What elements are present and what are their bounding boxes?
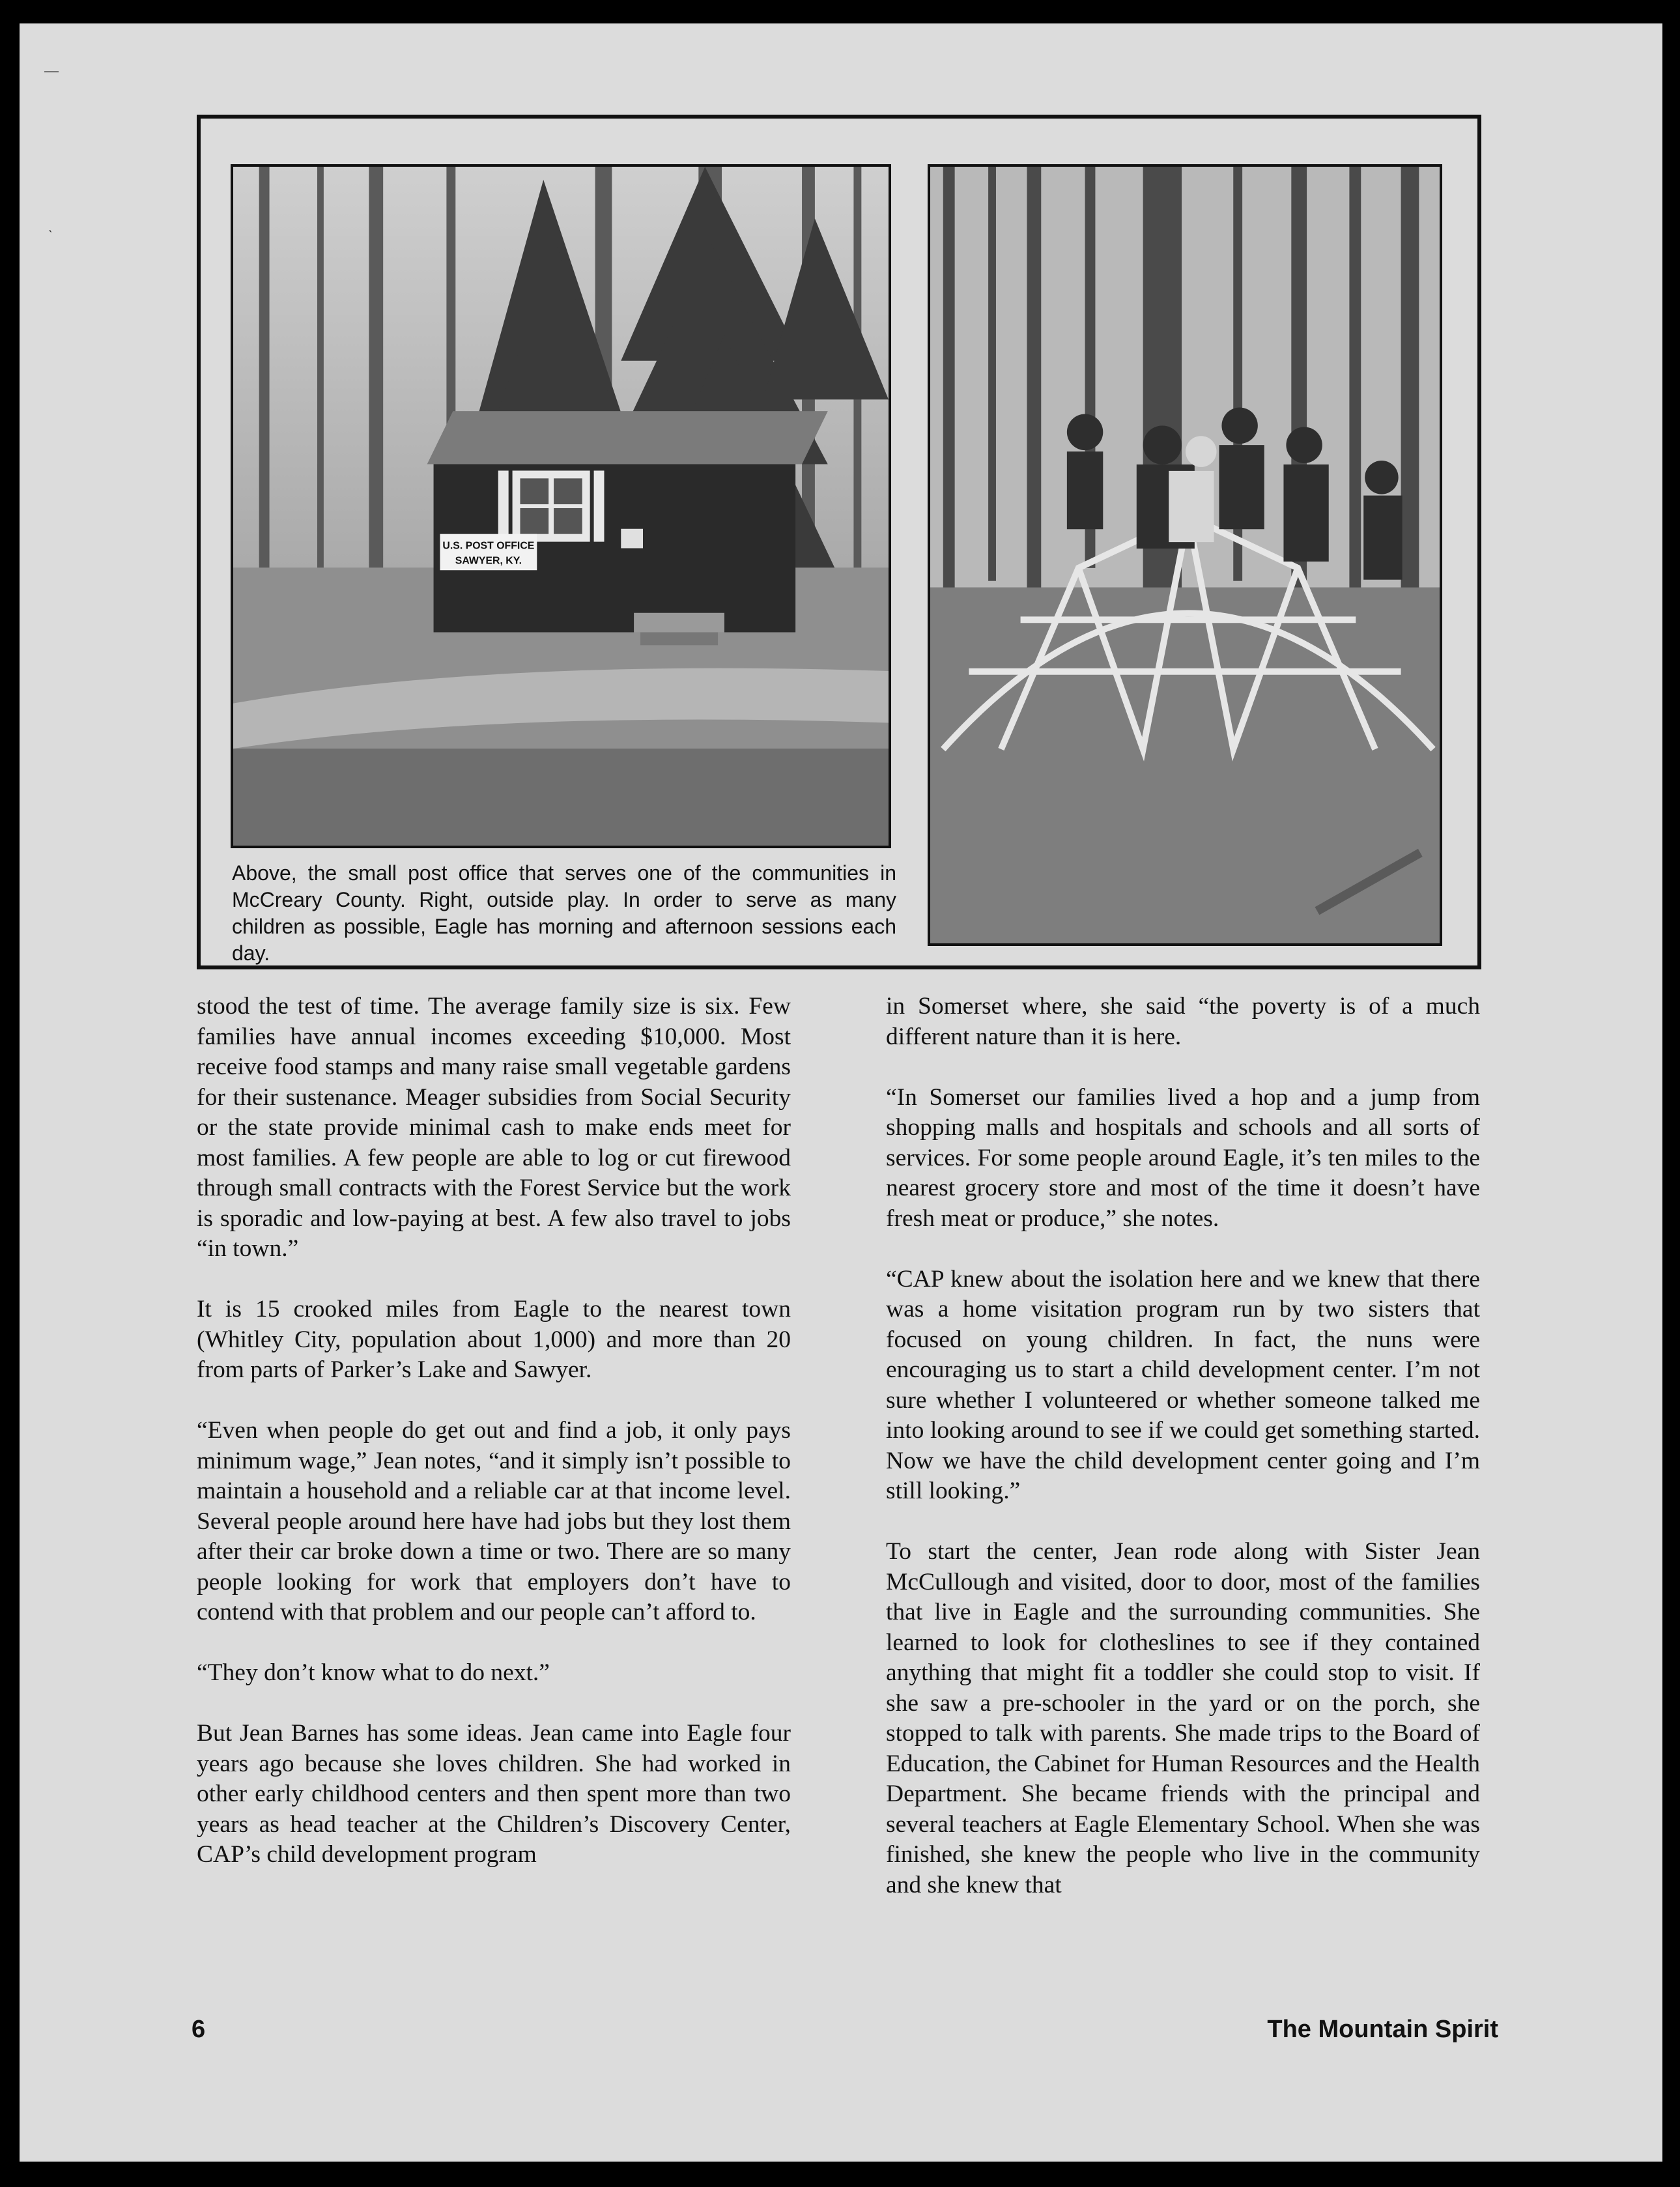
post-office-illustration	[233, 167, 889, 846]
scan-mark: —	[44, 63, 59, 79]
photo-panel	[197, 115, 1481, 969]
article-paragraph: But Jean Barnes has some ideas. Jean came into Eagle four years ago because she loves children. She had worked in other early childhood centers and then spent more than two years as head teacher at the Children’s Discovery Center, CAP’s child development program	[197, 1720, 791, 1868]
article-paragraph: stood the test of time. The average family size is six. Few families have annual incomes exceeding $10,000. Most receive food stamps and many raise small vegetable gardens for their sustenance. Meager subsidies from Social Security or the state provide minimal cash to make ends meet for most families. A few people are able to log or cut firewood through small contracts with the Forest Service but the work is sporadic and low-paying at best. A few also travel to jobs “in town.”	[197, 993, 791, 1262]
article-paragraph: To start the center, Jean rode along with Sister Jean McCullough and visited, door to door, most of the families that live in Eagle and the surrounding communities. She learned to look for clotheslines to see if they contained anything that might fit a toddler she could stop to visit. If she saw a pre-schooler in the yard or on the porch, she stopped to talk with parents. She made trips to the Board of Education, the Cabinet for Human Resources and the Health Department. She became friends with the principal and several teachers at Eagle Elementary School. When she was finished, she knew the people who live in the community and she knew that	[886, 1538, 1480, 1898]
scan-mark: ˎ	[48, 216, 53, 233]
article-column-left	[197, 992, 791, 1900]
publication-name: The Mountain Spirit	[1267, 2016, 1498, 2043]
article-column-right	[886, 992, 1480, 1931]
article-paragraph: “Even when people do get out and find a job, it only pays minimum wage,” Jean notes, “and it simply isn’t possible to maintain a household and a reliable car at that income level. Several people around here have had jobs but they lost them after their car broke down a time or two. There are so many people looking for work that employers don’t have to contend with that problem and our people can’t afford to.	[197, 1417, 791, 1625]
article-paragraph: “In Somerset our families lived a hop and a jump from shopping malls and hospitals and schools and all sorts of services. For some people around Eagle, it’s ten miles to the nearest grocery store and most of the time it doesn’t have fresh meat or produce,” she notes.	[886, 1083, 1480, 1232]
post-office-photo	[231, 164, 891, 848]
page-number: 6	[192, 2016, 206, 2043]
article-paragraph: “CAP knew about the isolation here and we knew that there was a home visitation program run by two sisters that focused on young children. In fact, the nuns were encouraging us to start a child development center. I’m not sure whether I volunteered or whether someone talked me into looking around to see if we could get something started. Now we have the child development center going and I’m still looking.”	[886, 1265, 1480, 1504]
post-office-sign-line2: SAWYER, KY.	[455, 555, 522, 567]
article-paragraph: It is 15 crooked miles from Eagle to the nearest town (Whitley City, population about 1,000) and more than 20 from parts of Parker’s Lake and Sawyer.	[197, 1296, 791, 1383]
photo-caption: Above, the small post office that serves one of the communities in McCreary County. Right, outside play. In order to serve as many children as possible, Eagle has morning and afternoon sessions each day.	[232, 861, 896, 965]
playground-photo	[928, 164, 1442, 946]
article-paragraph: in Somerset where, she said “the poverty is of a much different nature than it is here.	[886, 993, 1480, 1050]
post-office-sign-line1: U.S. POST OFFICE	[442, 540, 535, 552]
playground-illustration	[930, 167, 1440, 943]
magazine-page	[20, 23, 1662, 2162]
article-paragraph: “They don’t know what to do next.”	[197, 1659, 550, 1686]
